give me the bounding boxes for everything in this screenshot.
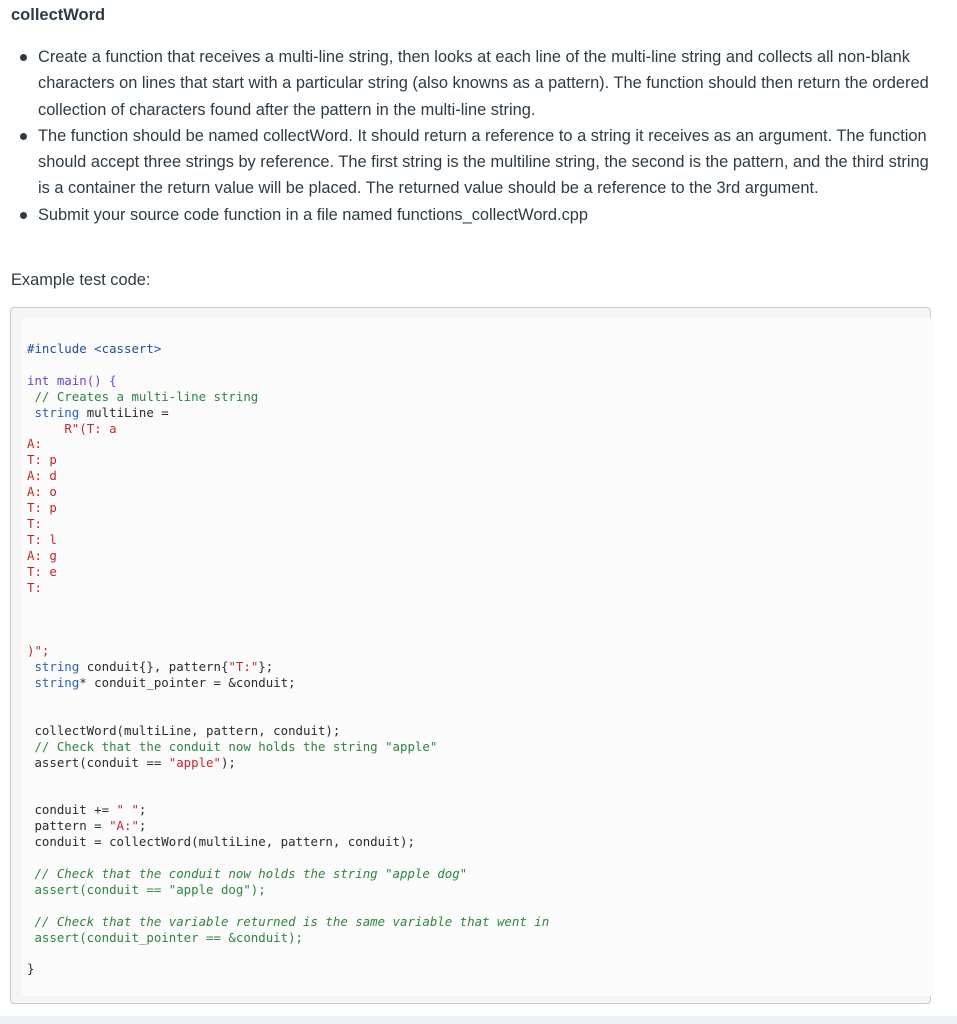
code-raw-line: T: p [27,500,57,516]
code-comment: // Check that the conduit now holds the string "apple dog" [34,865,468,881]
code-string-literal: "apple" [168,754,221,770]
code-multiline-decl: multiLine = [79,404,169,420]
code-raw-line: T: [27,515,42,531]
code-comment: // Creates a multi-line string [34,388,259,404]
code-append-end: ; [138,802,147,818]
code-assert: assert(conduit == [34,754,169,770]
code-type: string [34,659,80,675]
bullet-icon [20,212,27,219]
bullet-text: Submit your source code function in a file named functions_collectWord.cpp [38,205,588,224]
bullet-text: Create a function that receives a multi-line string, then looks at each line of the multi-line string and collects all non-blank characters on lines that start with a particular string (also knowns as a pattern). The function should then return the ordered collection of characters found after the pattern in the multi-line string. [38,48,929,119]
code-string-literal: " " [116,802,139,818]
code-assert-end: ); [220,754,236,770]
code-main-signature: main() { [49,372,117,388]
example-label: Example test code: [11,271,151,289]
code-assert: assert(conduit == "apple dog"); [34,881,266,897]
code-pattern-assign: pattern = [34,818,110,834]
code-raw-string-open: R"(T: a [64,420,117,436]
code-comment: // Check that the conduit now holds the string "apple" [34,738,438,754]
code-comment: // Check that the variable returned is the same variable that went in [34,913,550,929]
code-conduit-decl-end: }; [258,659,274,675]
requirements-list [0,44,930,228]
code-call-collectword: conduit = collectWord(multiLine, pattern, conduit); [34,834,415,850]
bullet-text: The function should be named collectWord. It should return a reference to a string it receives as an argument. The function should accept three strings by reference. The first string is the multiline string, the second is the pattern, and the third string is a container the return value will be placed. The returned value should be a reference to the 3rd argument. [38,126,929,198]
code-include-header: <cassert> [94,341,162,356]
code-raw-line: A: o [27,484,57,500]
bottom-strip [0,1016,957,1024]
code-append: conduit += [34,802,117,818]
bullet-icon [20,54,27,61]
code-listing [27,341,549,977]
code-raw-line: A: [27,436,42,452]
code-assert: assert(conduit_pointer == &conduit); [34,929,304,945]
code-raw-line: A: d [27,468,57,484]
code-raw-line: T: e [27,563,57,579]
code-include-directive: #include [27,341,87,356]
code-raw-line: A: g [27,547,57,563]
list-item [0,44,930,123]
code-type: string [34,675,80,691]
code-main-type: int [27,372,50,388]
code-pattern-assign-end: ; [138,818,147,834]
code-raw-string-close: )"; [27,643,50,659]
code-pattern-literal: "T:" [228,659,259,675]
code-raw-line: T: [27,579,42,595]
code-string-literal: "A:" [109,818,139,834]
code-type: string [34,404,80,420]
list-item [0,123,930,202]
code-raw-line: T: l [27,531,57,547]
list-item [0,202,930,228]
code-raw-line: T: p [27,452,57,468]
code-pointer-decl: * conduit_pointer = &conduit; [79,675,296,691]
code-conduit-decl: conduit{}, pattern{ [79,659,229,675]
bullet-icon [20,133,27,140]
page-title: collectWord [11,6,106,24]
code-closing-brace: } [27,961,35,977]
code-call-collectword: collectWord(multiLine, pattern, conduit); [34,722,341,738]
